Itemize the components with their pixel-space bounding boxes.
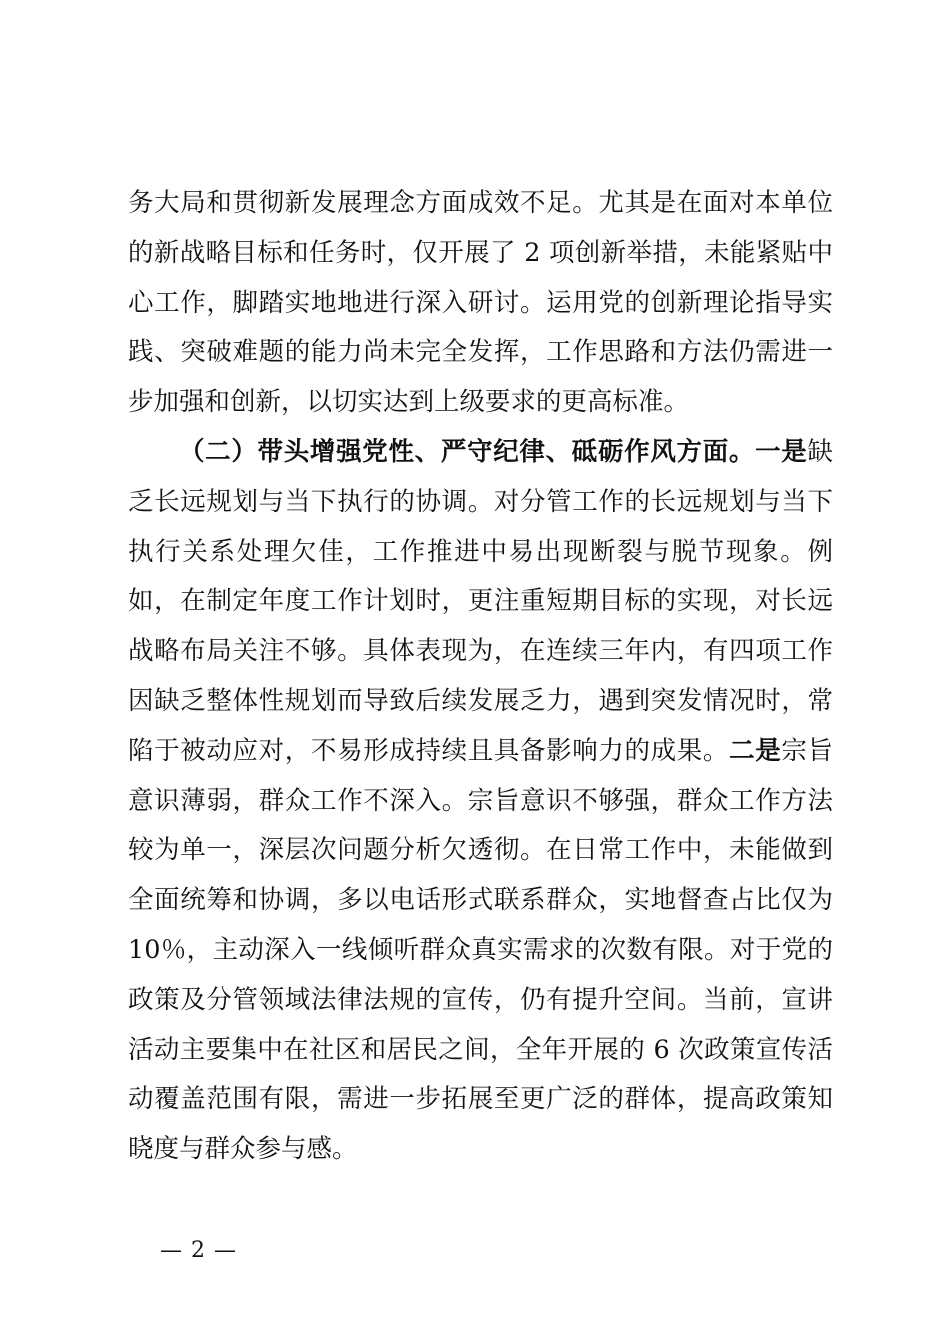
section-heading: （二）带头增强党性、严守纪律、砥砺作风方面。一是: [179, 436, 808, 467]
page-number: — 2 —: [160, 1238, 237, 1263]
paragraph-text: 缺乏长远规划与当下执行的协调。对分管工作的长远规划与当下执行关系处理欠佳，工作推进中易出现断裂与脱节现象。例如，在制定年度工作计划时，更注重短期目标的实现，对长远战略布局关注不够。具体表现为，在连续三年内，有四项工作因缺乏整体性规划而导致后续发展乏力，遇到突发情况时，常陷于被动应对，不易形成持续且具备影响力的成果。: [128, 436, 833, 766]
point-two-label: 二是: [729, 735, 782, 766]
document-body: [128, 179, 833, 1175]
paragraph-text: 宗旨意识薄弱，群众工作不深入。宗旨意识不够强，群众工作方法较为单一，深层次问题分析欠透彻。在日常工作中，未能做到全面统筹和协调，多以电话形式联系群众，实地督查占比仅为 10％，主动深入一线倾听群众真实需求的次数有限。对于党的政策及分管领域法律法规的宣传，仍有提升空间。当前，宣讲活动主要集中在社区和居民之间，全年开展的 6 次政策宣传活动覆盖范围有限，需进一步拓展至更广泛的群体，提高政策知晓度与群众参与感。: [128, 735, 833, 1165]
paragraph-section-two: [128, 428, 833, 1175]
paragraph-continuation: [128, 179, 833, 428]
paragraph-text: 务大局和贯彻新发展理念方面成效不足。尤其是在面对本单位的新战略目标和任务时，仅开展了 2 项创新举措，未能紧贴中心工作，脚踏实地地进行深入研讨。运用党的创新理论指导实践、突破难题的能力尚未完全发挥，工作思路和方法仍需进一步加强和创新，以切实达到上级要求的更高标准。: [128, 188, 833, 418]
